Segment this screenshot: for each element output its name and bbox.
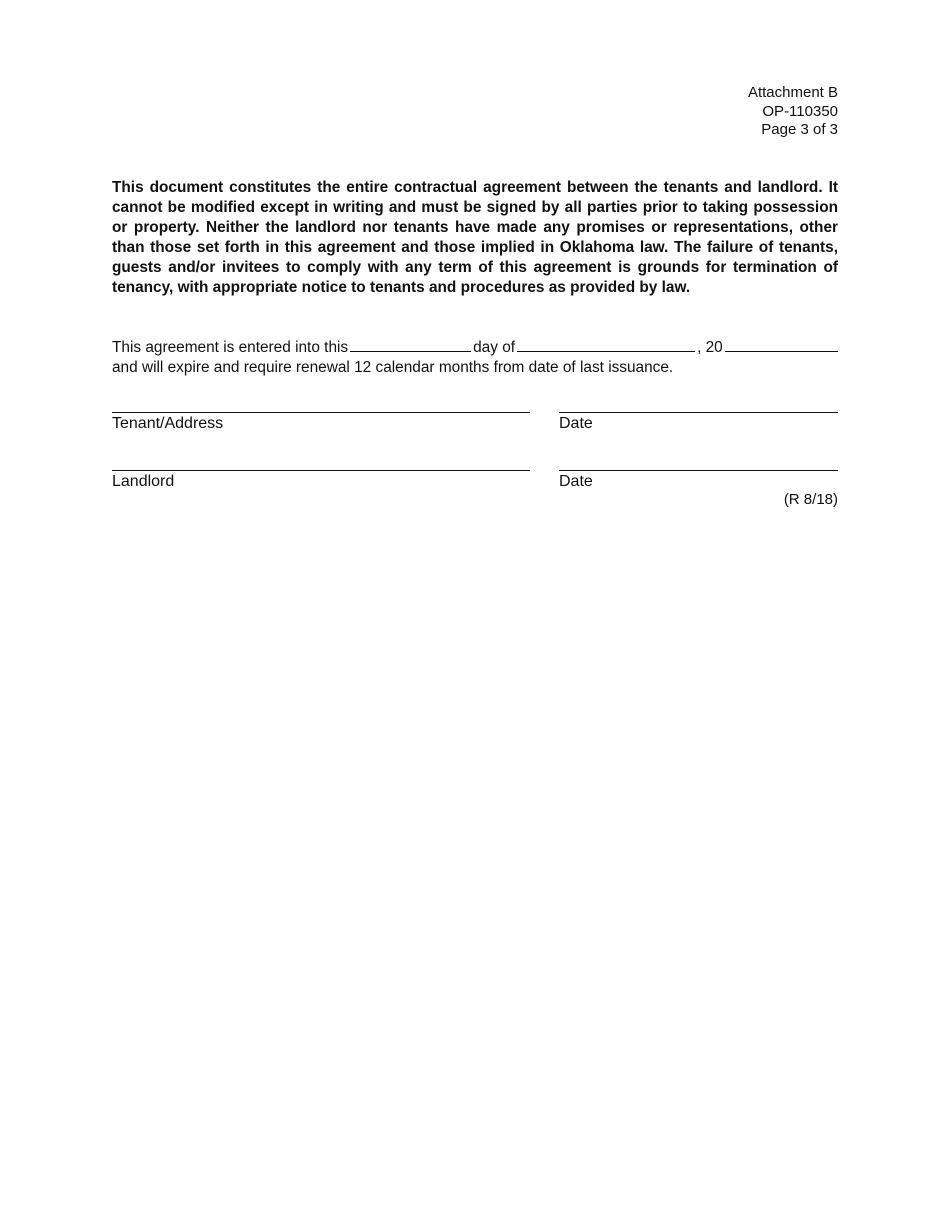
year-prefix: , 20 [697,339,723,356]
agreement-expiry-text: and will expire and require renewal 12 calendar months from date of last issuance. [112,358,674,376]
agreement-notice: This document constitutes the entire contractual agreement between the tenants and landlord. It cannot be modified except in writing and must be signed by all parties prior to taking possession or property. Neither the landlord nor tenants have made any promises or representations, other than those set forth in this agreement and those implied in Oklahoma law. The failure of tenants, guests and/or invitees to comply with any term of this agreement is grounds for termination of tenancy, with appropriate notice to tenants and procedures as provided by law. [112,179,838,296]
landlord-label: Landlord [112,473,175,490]
agreement-terms [112,337,838,377]
tenant-date-label: Date [559,415,593,432]
landlord-date-label: Date [559,473,593,490]
agreement-date-line [112,337,838,358]
tenant-date-line[interactable] [559,412,838,413]
landlord-date-line[interactable] [559,470,838,471]
agreement-prefix: This agreement is entered into this [112,339,349,356]
attachment-label: Attachment B [747,84,838,101]
day-blank-field[interactable] [350,337,471,352]
page-number: Page 3 of 3 [761,121,838,138]
day-of-label: day of [473,339,516,356]
year-blank-field[interactable] [725,337,838,352]
month-blank-field[interactable] [517,337,695,352]
document-header [748,84,838,140]
form-number: OP-110350 [762,102,838,120]
landlord-signature-line[interactable] [112,470,530,471]
revision-code: (R 8/18) [783,491,838,508]
tenant-address-label: Tenant/Address [112,415,224,432]
tenant-signature-line[interactable] [112,412,530,413]
